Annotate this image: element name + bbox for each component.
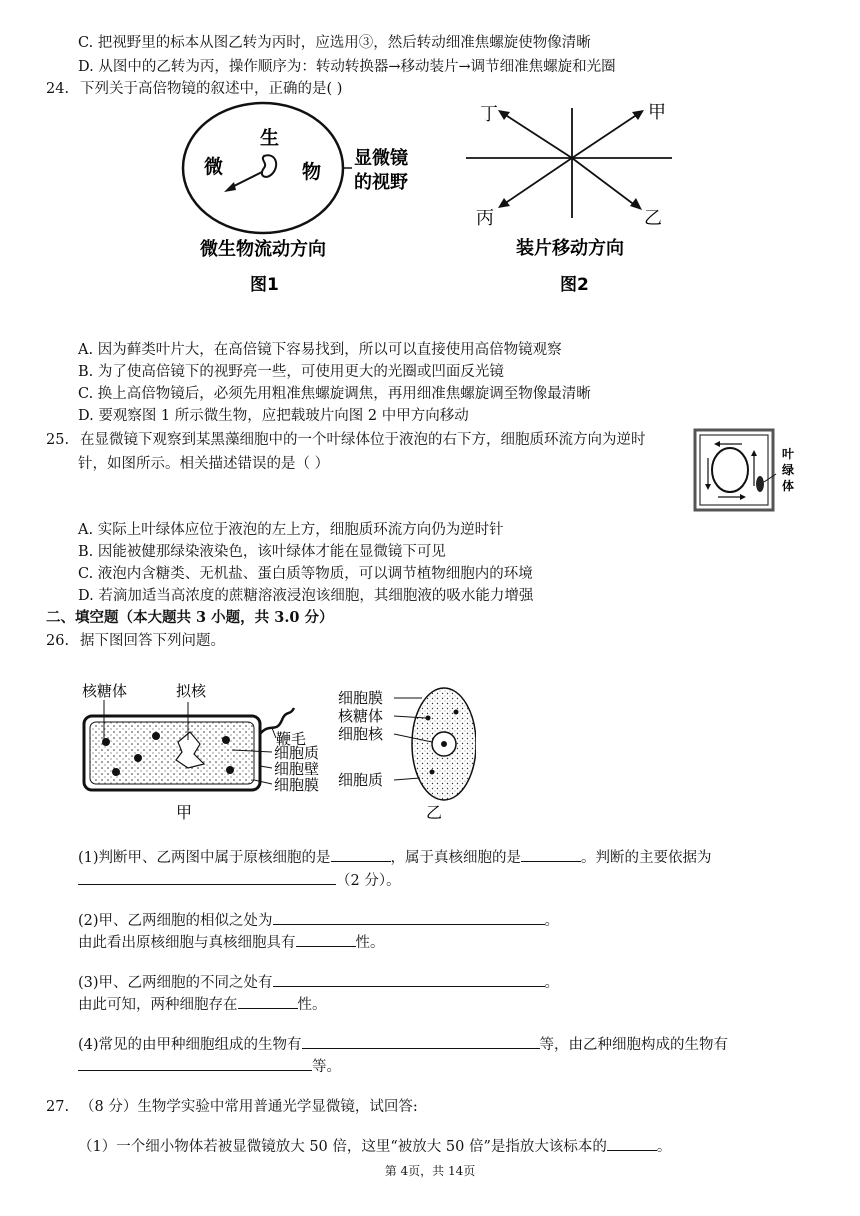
fig2-caption: 图2 xyxy=(560,275,589,295)
q27-part-1: （1）一个细小物体若被显微镜放大 50 倍，这里“被放大 50 倍”是指放大该标本的 。 xyxy=(78,1136,671,1157)
q23-option-d: D. 从图中的乙转为丙，操作顺序为：转动转换器→移动装片→调节细准焦螺旋和光圈 xyxy=(78,59,616,75)
fig-label-ye: 叶 xyxy=(782,447,795,461)
answer-blank[interactable] xyxy=(331,847,391,862)
q24-option-a: A. 因为藓类叶片大，在高倍镜下容易找到，所以可以直接使用高倍物镜观察 xyxy=(78,342,562,358)
section-heading-fill-in: 二、填空题（本大题共 3 小题，共 3.0 分） xyxy=(46,609,334,626)
q24-number: 24. xyxy=(46,81,70,97)
q25-option-c: C. 液泡内含糖类、无机盐、蛋白质等物质，可以调节植物细胞内的环境 xyxy=(78,566,533,582)
q25-stem-line-2: 针，如图所示。相关描述错误的是（ ） xyxy=(78,456,330,472)
q26-part-1-cont: （2 分）。 xyxy=(78,870,401,891)
fig2-arrow-jia xyxy=(572,114,638,158)
fig1-arrowhead xyxy=(224,182,236,192)
fig2-dir-bing: 丙 xyxy=(476,208,494,229)
q24-figure-2 xyxy=(460,96,680,301)
q26-part-3-cont: 由此可知，两种细胞存在 性。 xyxy=(78,994,327,1015)
answer-blank[interactable] xyxy=(238,994,298,1009)
q25-option-d: D. 若滴加适当高浓度的蔗糖溶液浸泡该细胞，其细胞液的吸水能力增强 xyxy=(78,588,534,604)
yi-label-nucleus: 细胞核 xyxy=(338,725,384,743)
yi-label-ribosome: 核糖体 xyxy=(338,707,384,725)
q24-option-c: C. 换上高倍物镜后，必须先用粗准焦螺旋调焦，再用细准焦螺旋调至物像最清晰 xyxy=(78,386,591,402)
fig1-caption: 图1 xyxy=(250,275,279,295)
q26-part-2-cont: 由此看出原核细胞与真核细胞具有 性。 xyxy=(78,932,385,953)
q27-number: 27. xyxy=(46,1099,70,1115)
q24-figure-1 xyxy=(180,100,440,300)
jia-label-flagellum: 鞭毛 xyxy=(276,730,307,748)
fig2-arrow-bing xyxy=(504,158,572,204)
q26-cell-yi-figure xyxy=(336,682,476,822)
fig1-side-label-1: 显微镜 xyxy=(354,148,408,169)
q26-cell-jia-figure xyxy=(76,682,336,822)
fig-label-ti: 体 xyxy=(782,479,795,493)
answer-blank[interactable] xyxy=(521,847,581,862)
q25-option-a: A. 实际上叶绿体应位于液泡的左上方，细胞质环流方向仍为逆时针 xyxy=(78,522,504,538)
fig2-dir-ding: 丁 xyxy=(480,104,498,125)
answer-blank[interactable] xyxy=(607,1136,657,1151)
q26-number: 26. xyxy=(46,633,70,649)
jia-label-nucleoid: 拟核 xyxy=(176,682,207,700)
q26-part-1: (1)判断甲、乙两图中属于原核细胞的是 ，属于真核细胞的是 。判断的主要依据为 xyxy=(78,847,712,868)
fig2-title: 装片移动方向 xyxy=(516,238,624,259)
answer-blank[interactable] xyxy=(78,870,336,885)
q24-stem: 下列关于高倍物镜的叙述中，正确的是( ) xyxy=(80,81,343,97)
q27-stem: （8 分）生物学实验中常用普通光学显微镜，试回答: xyxy=(80,1099,418,1115)
answer-blank[interactable] xyxy=(302,1034,540,1049)
q25-option-b: B. 因能被健那绿染液染色，该叶绿体才能在显微镜下可见 xyxy=(78,544,446,560)
fig1-side-label-2: 的视野 xyxy=(354,172,408,193)
yi-label-membrane: 细胞膜 xyxy=(338,689,384,707)
answer-blank[interactable] xyxy=(78,1056,312,1071)
fig2-arrow-yi xyxy=(572,158,636,206)
fig-label-lv: 绿 xyxy=(782,463,795,477)
yi-caption: 乙 xyxy=(426,803,443,822)
yi-label-cytoplasm: 细胞质 xyxy=(338,771,384,789)
q26-part-4: (4)常见的由甲种细胞组成的生物有 等，由乙种细胞构成的生物有 xyxy=(78,1034,728,1055)
q25-cell-figure xyxy=(690,424,800,516)
answer-blank[interactable] xyxy=(273,910,545,925)
page-footer: 第 4页，共 14页 xyxy=(384,1164,476,1178)
fig1-char-wei: 微 xyxy=(204,156,224,178)
vacuole xyxy=(712,448,748,492)
q26-part-2: (2)甲、乙两细胞的相似之处为 。 xyxy=(78,910,559,931)
q25-number: 25. xyxy=(46,432,70,448)
fig1-organism xyxy=(262,155,276,177)
q26-stem: 据下图回答下列问题。 xyxy=(80,633,225,649)
q24-option-d: D. 要观察图 1 所示微生物，应把载玻片向图 2 中甲方向移动 xyxy=(78,408,469,424)
jia-label-cytoplasm: 细胞质 xyxy=(274,744,320,762)
answer-blank[interactable] xyxy=(296,932,356,947)
q23-option-c: C. 把视野里的标本从图乙转为丙时，应选用③，然后转动细准焦螺旋使物像清晰 xyxy=(78,35,591,51)
q26-part-3: (3)甲、乙两细胞的不同之处有 。 xyxy=(78,972,559,993)
fig1-title: 微生物流动方向 xyxy=(200,239,326,260)
fig2-arrow-ding xyxy=(504,114,572,158)
jia-label-cell-wall: 细胞壁 xyxy=(274,760,320,778)
fig1-char-sheng: 生 xyxy=(260,127,280,149)
jia-label-membrane: 细胞膜 xyxy=(274,776,320,794)
fig2-dir-jia: 甲 xyxy=(648,102,666,123)
q25-stem-line-1: 在显微镜下观察到某黑藻细胞中的一个叶绿体位于液泡的右下方，细胞质环流方向为逆时 xyxy=(80,432,646,448)
q26-part-4-cont: 等。 xyxy=(78,1056,341,1077)
q24-option-b: B. 为了使高倍镜下的视野亮一些，可使用更大的光圈或凹面反光镜 xyxy=(78,364,504,380)
chloroplast xyxy=(756,476,764,492)
jia-label-ribosome: 核糖体 xyxy=(82,682,128,700)
jia-caption: 甲 xyxy=(176,803,193,822)
fig1-char-wu: 物 xyxy=(302,161,322,183)
answer-blank[interactable] xyxy=(273,972,545,987)
fig2-dir-yi: 乙 xyxy=(644,208,662,229)
